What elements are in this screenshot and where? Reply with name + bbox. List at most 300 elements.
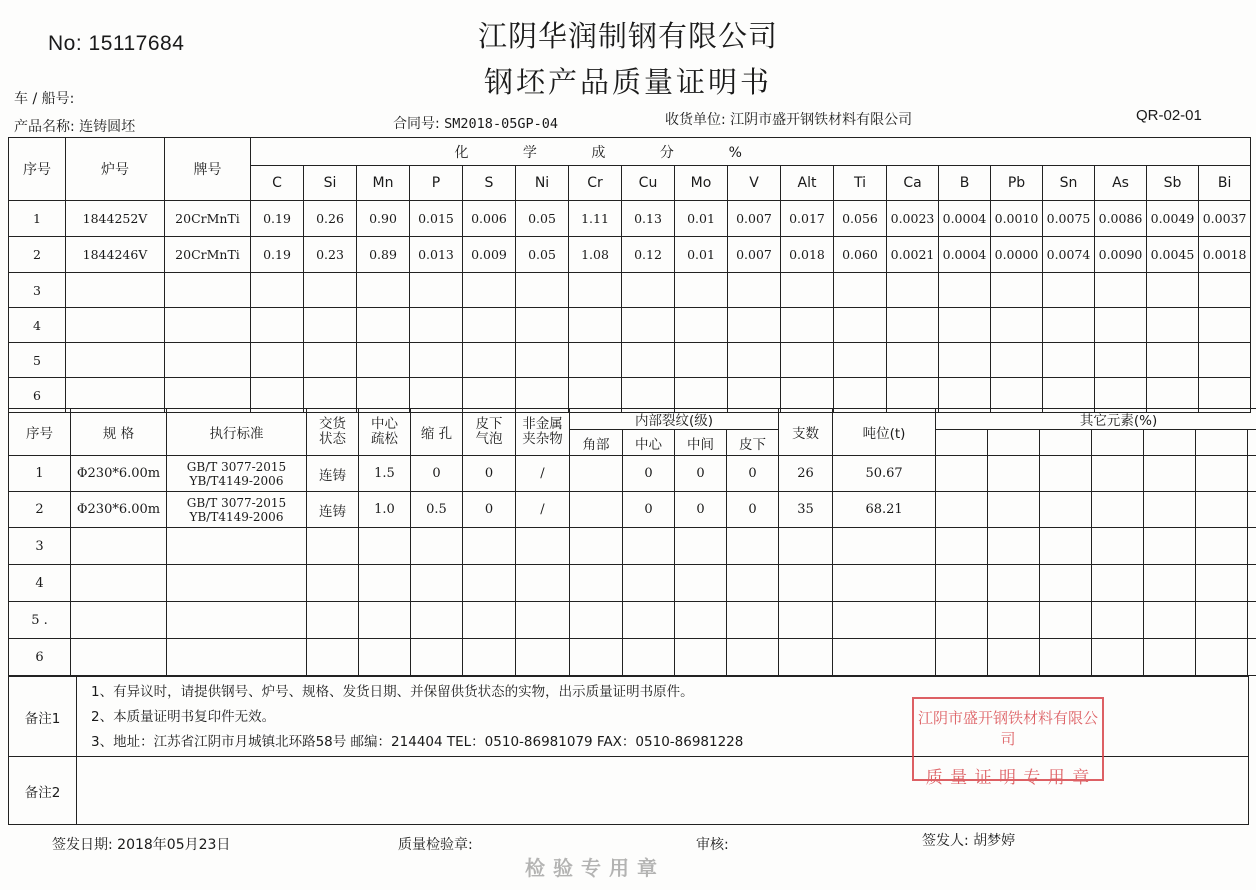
spec-other-element	[1040, 565, 1092, 602]
spec-shrink	[411, 639, 463, 676]
spec-other-element	[936, 602, 988, 639]
inspection-stamp: 检验专用章	[525, 856, 665, 880]
chem-value	[1095, 343, 1147, 378]
element-header: Cu	[622, 166, 675, 201]
spec-corner	[570, 492, 623, 528]
chem-value: 0.018	[781, 237, 834, 273]
chemical-composition-table	[8, 137, 1251, 413]
chem-value	[1147, 273, 1199, 308]
spec-other-element	[1144, 456, 1196, 492]
spec-corner	[570, 456, 623, 492]
quality-certificate-stamp: 江阴市盛开钢铁材料有限公司 质 量 证 明 专 用 章	[912, 697, 1104, 781]
contract-label: 合同号:	[393, 116, 445, 132]
spec-shrink	[411, 602, 463, 639]
remark-line: 2、本质量证明书复印件无效。	[91, 708, 276, 725]
spec-spec	[71, 565, 167, 602]
spec-delivery-header: 交货 状态	[307, 409, 359, 456]
spec-center	[623, 639, 675, 676]
chem-furnace	[66, 343, 165, 378]
spec-blister	[463, 528, 516, 565]
product-name: 产品名称: 连铸圆坯	[14, 119, 136, 135]
chem-seq: 1	[9, 201, 66, 237]
spec-center	[623, 565, 675, 602]
remarks-2-label: 备注2	[9, 757, 77, 825]
spec-seq: 5 .	[9, 602, 71, 639]
issue-date: 签发日期: 2018年05月23日	[52, 837, 231, 853]
chem-value	[304, 308, 357, 343]
chem-value: 0.017	[781, 201, 834, 237]
spec-blister	[463, 602, 516, 639]
spec-other-element	[1092, 528, 1144, 565]
spec-standard	[167, 639, 307, 676]
spec-subskin: 0	[727, 492, 779, 528]
spec-other-element	[936, 528, 988, 565]
spec-tonnage: 50.67	[833, 456, 936, 492]
spec-other-element	[1196, 528, 1248, 565]
chem-value: 0.056	[834, 201, 887, 237]
element-header: B	[939, 166, 991, 201]
chem-value	[569, 273, 622, 308]
chem-value	[887, 273, 939, 308]
spec-center	[623, 602, 675, 639]
element-header: Pb	[991, 166, 1043, 201]
element-header: C	[251, 166, 304, 201]
composition-header: 化 学 成 分 %	[251, 138, 1251, 166]
spec-other-element	[1248, 602, 1256, 639]
element-header: Cr	[569, 166, 622, 201]
chem-furnace: 1844252V	[66, 201, 165, 237]
spec-other-element	[936, 492, 988, 528]
spec-blister: 0	[463, 456, 516, 492]
chem-value	[1043, 273, 1095, 308]
chem-value	[516, 343, 569, 378]
chem-value: 0.05	[516, 237, 569, 273]
chem-value	[939, 273, 991, 308]
chem-value	[1199, 343, 1251, 378]
chem-value	[1043, 343, 1095, 378]
chem-value	[357, 308, 410, 343]
spec-other-element	[1040, 492, 1092, 528]
element-header: Bi	[1199, 166, 1251, 201]
chem-value: 0.007	[728, 201, 781, 237]
spec-other-element	[1248, 456, 1256, 492]
chem-value: 0.0075	[1043, 201, 1095, 237]
chem-value: 0.015	[410, 201, 463, 237]
inspector-label: 质量检验章:	[398, 837, 473, 853]
chem-furnace: 1844246V	[66, 237, 165, 273]
spec-tonnage	[833, 602, 936, 639]
spec-delivery: 连铸	[307, 492, 359, 528]
chem-value: 0.0049	[1147, 201, 1199, 237]
chem-row	[9, 237, 1251, 273]
chem-value	[304, 343, 357, 378]
spec-other-elements-header: 其它元素(%)	[936, 409, 1256, 430]
spec-standard	[167, 492, 307, 528]
chem-value: 0.0004	[939, 201, 991, 237]
chem-value: 0.0074	[1043, 237, 1095, 273]
chem-furnace	[66, 273, 165, 308]
chem-seq: 2	[9, 237, 66, 273]
chem-value: 0.0018	[1199, 237, 1251, 273]
spec-middle	[675, 639, 727, 676]
spec-other-element	[1248, 565, 1256, 602]
chem-value: 0.009	[463, 237, 516, 273]
spec-porosity	[359, 565, 411, 602]
spec-other-element	[988, 602, 1040, 639]
chem-value: 0.0023	[887, 201, 939, 237]
chem-value: 0.0045	[1147, 237, 1199, 273]
element-header: Mo	[675, 166, 728, 201]
chem-value	[622, 308, 675, 343]
spec-center: 0	[623, 456, 675, 492]
chem-value	[357, 343, 410, 378]
spec-table-body	[9, 456, 1256, 676]
chem-value	[728, 308, 781, 343]
chem-value	[728, 343, 781, 378]
spec-center	[623, 528, 675, 565]
chem-value	[410, 343, 463, 378]
spec-row	[9, 602, 1256, 639]
chem-value	[516, 308, 569, 343]
chem-value	[516, 273, 569, 308]
spec-middle	[675, 602, 727, 639]
spec-shrink: 0.5	[411, 492, 463, 528]
chem-value	[781, 273, 834, 308]
chem-grade	[165, 273, 251, 308]
spec-inclusion: /	[516, 492, 570, 528]
chem-row	[9, 308, 1251, 343]
spec-other-element	[1144, 602, 1196, 639]
chem-value: 0.0037	[1199, 201, 1251, 237]
remark-line: 1、有异议时，请提供钢号、炉号、规格、发货日期、并保留供货状态的实物，出示质量证明书原件。	[91, 683, 694, 700]
spec-blister	[463, 639, 516, 676]
spec-blister	[463, 565, 516, 602]
element-header: V	[728, 166, 781, 201]
spec-inclusion	[516, 565, 570, 602]
standard-line: YB/T4149-2006	[189, 509, 284, 524]
chem-seq: 6	[9, 378, 66, 413]
chem-value: 0.12	[622, 237, 675, 273]
spec-middle: 0	[675, 456, 727, 492]
chem-value	[939, 308, 991, 343]
chem-value	[1043, 308, 1095, 343]
spec-corner	[570, 528, 623, 565]
spec-seq: 4	[9, 565, 71, 602]
chem-value: 0.23	[304, 237, 357, 273]
spec-corner-header: 角部	[570, 430, 623, 456]
spec-delivery	[307, 528, 359, 565]
chem-value: 0.0010	[991, 201, 1043, 237]
spec-tonnage	[833, 639, 936, 676]
spec-other-element	[1196, 639, 1248, 676]
chem-seq: 5	[9, 343, 66, 378]
chem-row	[9, 201, 1251, 237]
chem-value	[410, 273, 463, 308]
document-title: 钢坯产品质量证明书	[483, 65, 772, 99]
spec-spec	[71, 602, 167, 639]
spec-inclusion	[516, 639, 570, 676]
chem-value	[251, 273, 304, 308]
chem-value: 0.89	[357, 237, 410, 273]
chem-value: 0.01	[675, 201, 728, 237]
chem-value: 0.007	[728, 237, 781, 273]
spec-other-element	[1144, 528, 1196, 565]
element-header: Mn	[357, 166, 410, 201]
chem-value: 0.0021	[887, 237, 939, 273]
chem-value	[251, 308, 304, 343]
spec-standard	[167, 528, 307, 565]
spec-delivery: 连铸	[307, 456, 359, 492]
spec-crack-header: 内部裂纹(级)	[570, 409, 779, 430]
spec-standard	[167, 602, 307, 639]
chem-value: 0.13	[622, 201, 675, 237]
spec-other-element	[988, 492, 1040, 528]
chem-value	[304, 273, 357, 308]
chem-furnace	[66, 308, 165, 343]
spec-delivery	[307, 639, 359, 676]
spec-porosity-header: 中心 疏松	[359, 409, 411, 456]
chem-value	[675, 308, 728, 343]
spec-other-element	[1196, 602, 1248, 639]
spec-other-element	[1092, 492, 1144, 528]
chem-row	[9, 273, 1251, 308]
spec-other-element	[1196, 492, 1248, 528]
chem-value	[357, 273, 410, 308]
spec-seq: 3	[9, 528, 71, 565]
spec-count	[779, 565, 833, 602]
remarks-1-label: 备注1	[9, 677, 77, 757]
spec-count: 26	[779, 456, 833, 492]
chem-value: 0.006	[463, 201, 516, 237]
chem-value	[463, 343, 516, 378]
chem-value: 0.0000	[991, 237, 1043, 273]
spec-row	[9, 639, 1256, 676]
form-code: QR-02-01	[1136, 107, 1202, 124]
chem-grade-header: 牌号	[165, 138, 251, 201]
spec-count: 35	[779, 492, 833, 528]
chem-value	[463, 273, 516, 308]
spec-count	[779, 639, 833, 676]
spec-row	[9, 565, 1256, 602]
chem-value: 0.01	[675, 237, 728, 273]
spec-subskin	[727, 639, 779, 676]
spec-inclusion: /	[516, 456, 570, 492]
spec-corner	[570, 639, 623, 676]
spec-size-header: 规 格	[71, 409, 167, 456]
chem-value: 0.0004	[939, 237, 991, 273]
element-header: Ca	[887, 166, 939, 201]
spec-seq-header: 序号	[9, 409, 71, 456]
spec-delivery	[307, 602, 359, 639]
spec-other-element	[1144, 492, 1196, 528]
spec-other-element	[1248, 492, 1256, 528]
chem-value	[781, 343, 834, 378]
spec-row	[9, 528, 1256, 565]
standard-line: YB/T4149-2006	[189, 473, 284, 488]
spec-other-element	[1196, 456, 1248, 492]
chem-value	[675, 343, 728, 378]
remark-line: 3、地址：江苏省江阴市月城镇北环路58号 邮编：214404 TEL：0510-86981079 FAX：0510-86981228	[91, 733, 744, 750]
chem-value	[991, 308, 1043, 343]
chem-value	[1199, 308, 1251, 343]
spec-delivery	[307, 565, 359, 602]
spec-seq: 6	[9, 639, 71, 676]
spec-seq: 2	[9, 492, 71, 528]
spec-count	[779, 528, 833, 565]
spec-subskin-header: 皮下	[727, 430, 779, 456]
contract-field	[393, 113, 558, 133]
chem-seq: 4	[9, 308, 66, 343]
spec-other-element	[1144, 639, 1196, 676]
chem-value	[887, 308, 939, 343]
element-header: Alt	[781, 166, 834, 201]
spec-other-element	[1040, 528, 1092, 565]
spec-other-element	[1092, 565, 1144, 602]
standard-line: GB/T 3077-2015	[186, 495, 287, 510]
element-header: Ni	[516, 166, 569, 201]
element-header: P	[410, 166, 463, 201]
spec-inclusion-header: 非金属 夹杂物	[516, 409, 570, 456]
element-header: S	[463, 166, 516, 201]
spec-other-element	[1040, 602, 1092, 639]
spec-inclusion	[516, 602, 570, 639]
spec-other-element	[988, 456, 1040, 492]
spec-inclusion	[516, 528, 570, 565]
spec-row	[9, 492, 1256, 528]
spec-subskin	[727, 528, 779, 565]
spec-spec: Φ230*6.00m	[71, 456, 167, 492]
spec-tonnage-header: 吨位(t)	[833, 409, 936, 456]
chem-grade: 20CrMnTi	[165, 237, 251, 273]
chem-grade	[165, 308, 251, 343]
chem-value: 0.26	[304, 201, 357, 237]
standard-line: GB/T 3077-2015	[186, 459, 287, 474]
chem-value: 0.19	[251, 201, 304, 237]
spec-other-element	[1248, 639, 1256, 676]
chem-value	[834, 343, 887, 378]
spec-tonnage: 68.21	[833, 492, 936, 528]
vehicle-label: 车 / 船号:	[14, 91, 75, 107]
spec-subskin	[727, 602, 779, 639]
reviewer-label: 审核:	[696, 837, 729, 853]
contract-number: SM2018-05GP-04	[444, 116, 558, 132]
chem-value	[251, 343, 304, 378]
spec-other-element	[988, 639, 1040, 676]
spec-middle-header: 中间	[675, 430, 727, 456]
chem-value	[991, 343, 1043, 378]
spec-other-element	[1248, 528, 1256, 565]
element-header: Ti	[834, 166, 887, 201]
spec-other-element	[1040, 639, 1092, 676]
chem-value	[887, 343, 939, 378]
chem-value	[939, 343, 991, 378]
chem-value: 1.08	[569, 237, 622, 273]
chem-grade: 20CrMnTi	[165, 201, 251, 237]
spec-other-element	[1144, 565, 1196, 602]
element-header: As	[1095, 166, 1147, 201]
chem-value: 0.90	[357, 201, 410, 237]
chem-value: 0.05	[516, 201, 569, 237]
spec-other-element	[1092, 639, 1144, 676]
spec-row	[9, 456, 1256, 492]
spec-other-element	[1092, 602, 1144, 639]
spec-porosity: 1.5	[359, 456, 411, 492]
spec-shrink	[411, 565, 463, 602]
spec-count-header: 支数	[779, 409, 833, 456]
chem-row	[9, 343, 1251, 378]
chem-value	[1095, 273, 1147, 308]
spec-other-element	[936, 565, 988, 602]
element-header: Sn	[1043, 166, 1095, 201]
spec-tonnage	[833, 528, 936, 565]
chem-value: 0.0090	[1095, 237, 1147, 273]
signer: 签发人: 胡梦婷	[922, 833, 1016, 849]
spec-other-element	[1040, 456, 1092, 492]
company-name: 江阴华润制钢有限公司	[477, 19, 778, 53]
spec-tonnage	[833, 565, 936, 602]
chem-value	[834, 308, 887, 343]
chem-value	[1147, 343, 1199, 378]
document-number: No: 15117684	[48, 32, 185, 55]
element-header: Si	[304, 166, 357, 201]
chem-value	[1147, 308, 1199, 343]
element-header: Sb	[1147, 166, 1199, 201]
chem-value	[675, 273, 728, 308]
chem-value	[728, 273, 781, 308]
chem-value	[410, 308, 463, 343]
spec-shrink	[411, 528, 463, 565]
spec-count	[779, 602, 833, 639]
spec-other-element	[936, 456, 988, 492]
spec-corner	[570, 602, 623, 639]
chem-value: 0.19	[251, 237, 304, 273]
chem-value	[1199, 273, 1251, 308]
spec-other-element	[936, 639, 988, 676]
chem-value	[1095, 308, 1147, 343]
spec-shrink-header: 缩 孔	[411, 409, 463, 456]
spec-other-element	[1196, 565, 1248, 602]
chem-value	[622, 343, 675, 378]
chem-seq: 3	[9, 273, 66, 308]
spec-standard	[167, 456, 307, 492]
spec-spec	[71, 528, 167, 565]
spec-shrink: 0	[411, 456, 463, 492]
chem-table-body	[9, 201, 1251, 413]
chem-value	[463, 308, 516, 343]
spec-seq: 1	[9, 456, 71, 492]
chem-seq-header: 序号	[9, 138, 66, 201]
spec-middle: 0	[675, 492, 727, 528]
spec-standard	[167, 565, 307, 602]
spec-other-element	[988, 528, 1040, 565]
spec-subskin	[727, 565, 779, 602]
spec-corner	[570, 565, 623, 602]
spec-spec: Φ230*6.00m	[71, 492, 167, 528]
chem-value	[622, 273, 675, 308]
spec-center-header: 中心	[623, 430, 675, 456]
consignee: 收货单位: 江阴市盛开钢铁材料有限公司	[665, 112, 913, 128]
chem-value	[569, 343, 622, 378]
chem-value: 0.013	[410, 237, 463, 273]
chem-furnace-header: 炉号	[66, 138, 165, 201]
spec-porosity	[359, 602, 411, 639]
spec-other-element	[1092, 456, 1144, 492]
spec-other-element	[988, 565, 1040, 602]
chem-grade	[165, 343, 251, 378]
chem-value: 0.060	[834, 237, 887, 273]
spec-subskin: 0	[727, 456, 779, 492]
spec-middle	[675, 565, 727, 602]
